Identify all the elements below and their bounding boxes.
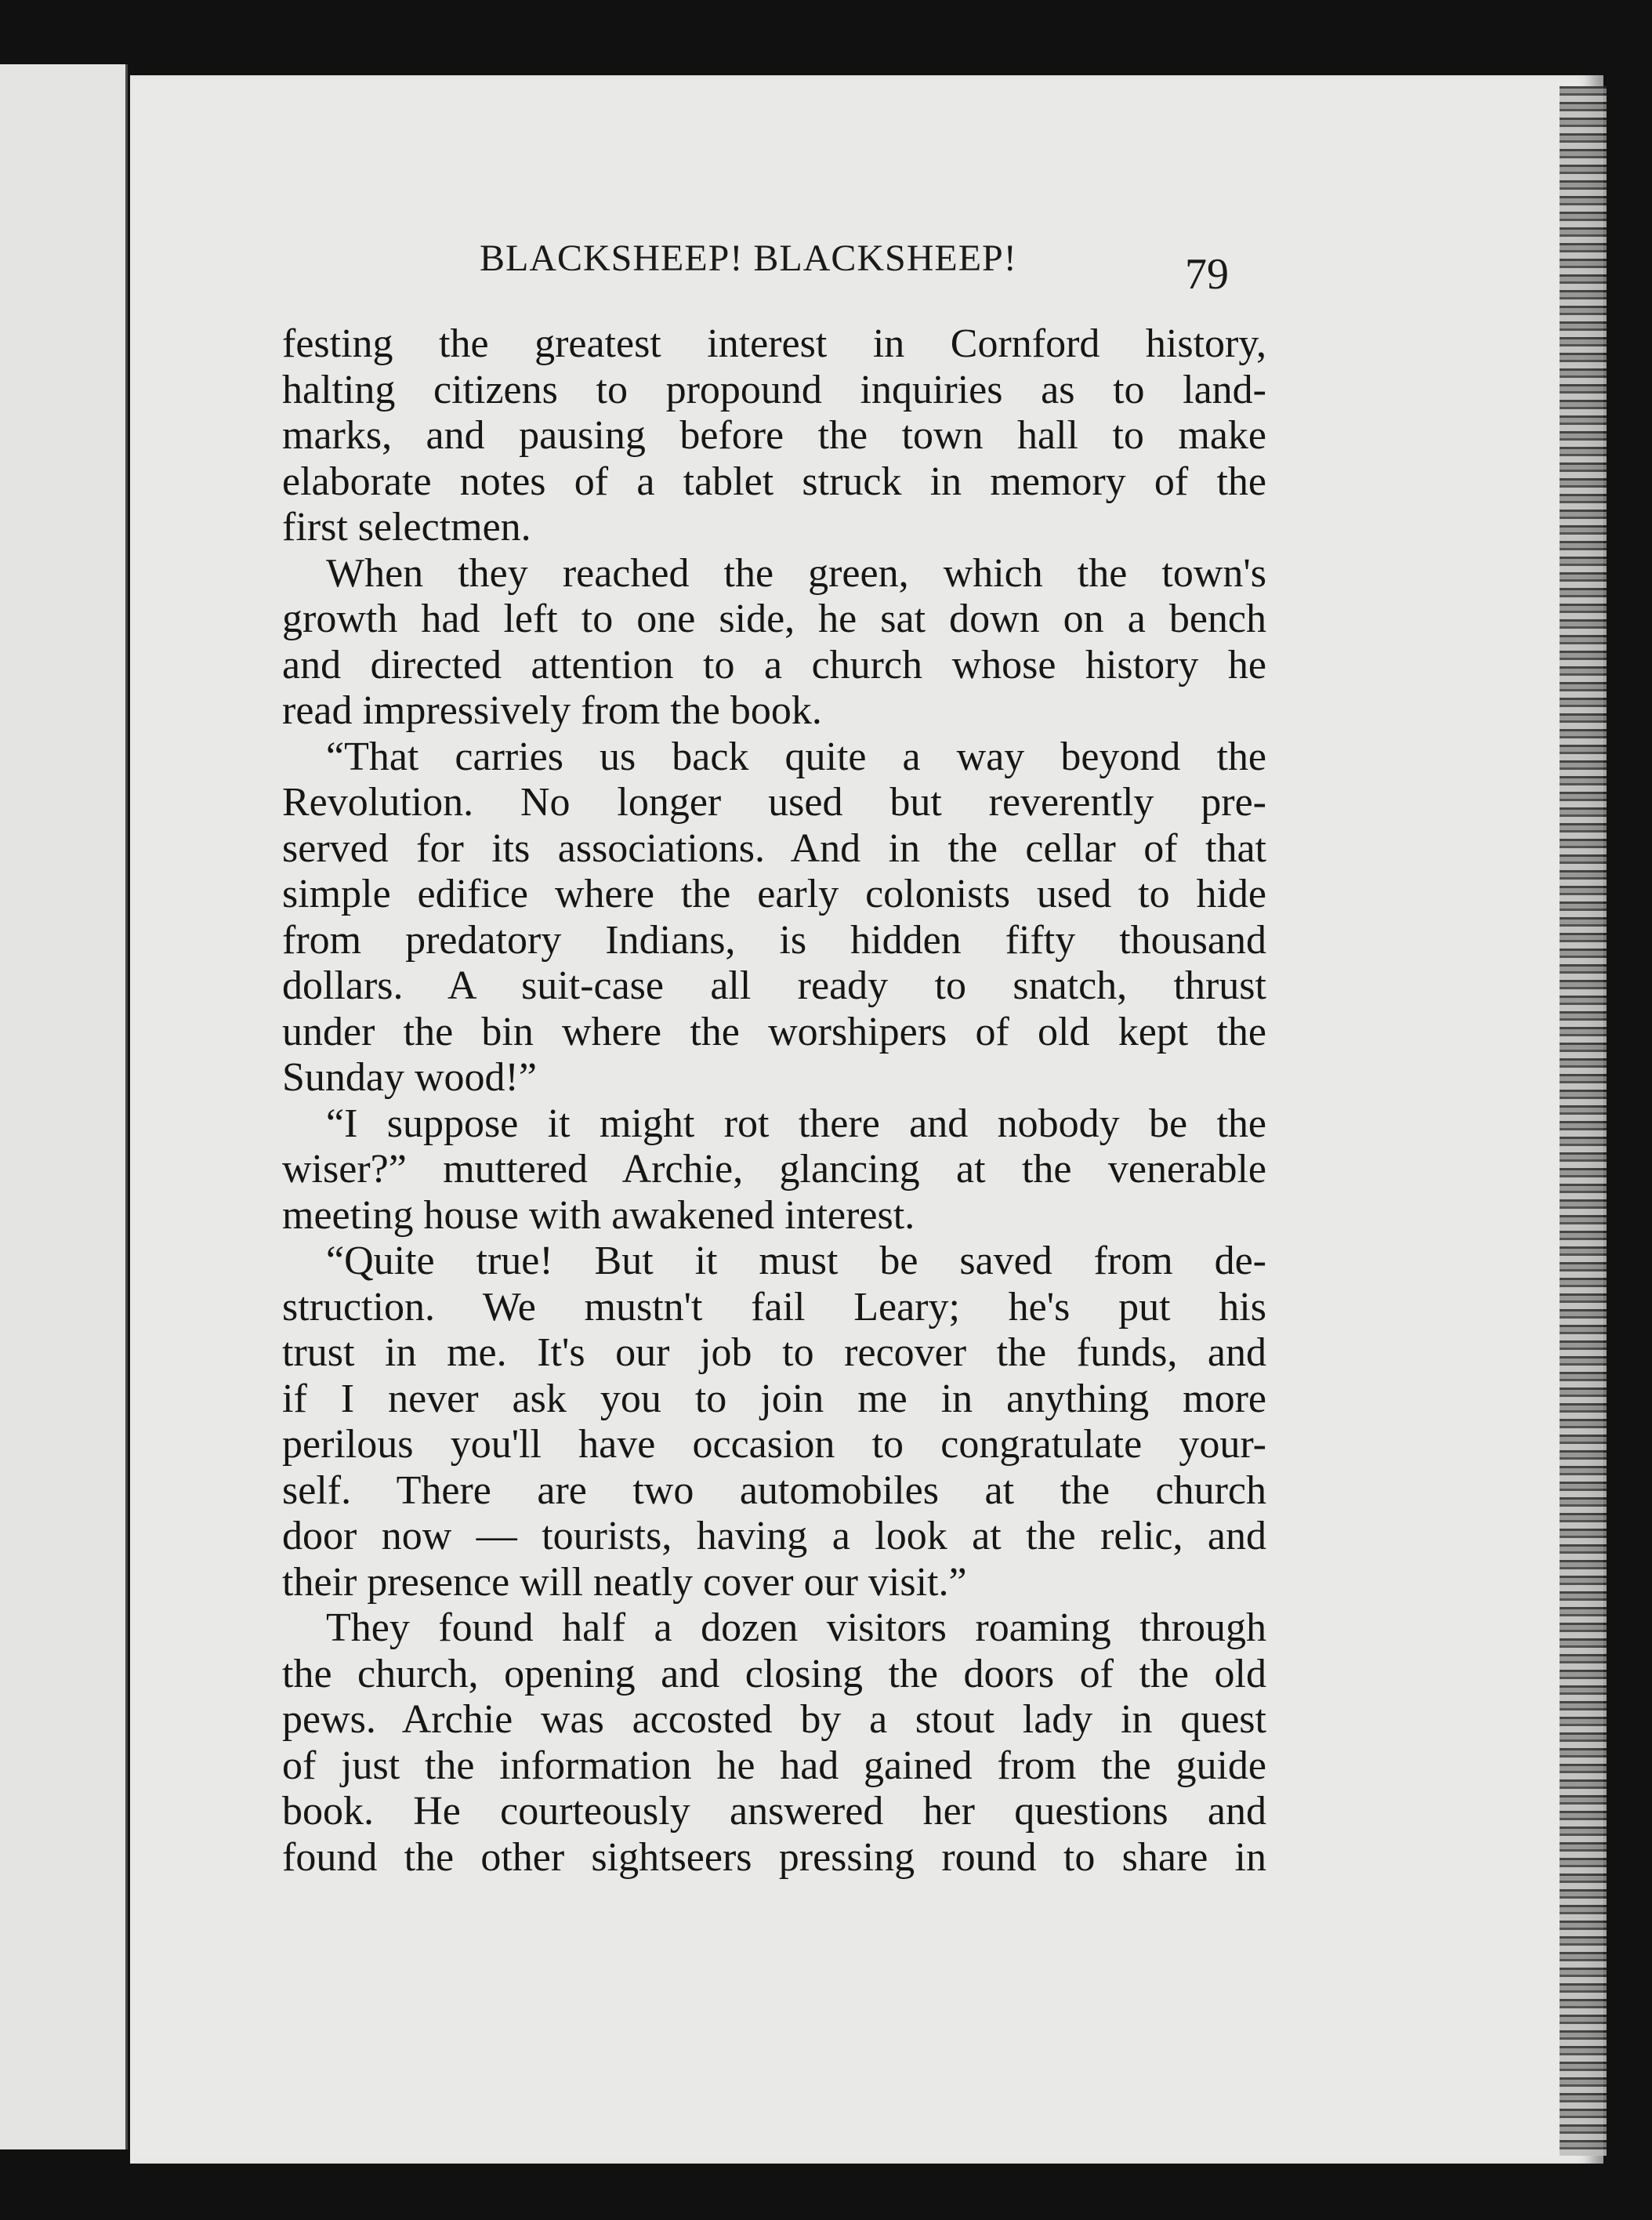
text-line: festing the greatest interest in Cornford history, [282,321,1266,366]
text-line: if I never ask you to join me in anything more [282,1376,1266,1421]
text-line: trust in me. It's our job to recover the funds, and [282,1330,1266,1375]
text-line: dollars. A suit-case all ready to snatch, thrust [282,963,1266,1008]
text-line: read impressively from the book. [282,688,822,733]
text-line: under the bin where the worshipers of old kept the [282,1009,1266,1054]
text-line: Revolution. No longer used but reverently pre- [282,780,1266,825]
text-line: struction. We mustn't fail Leary; he's put his [282,1284,1266,1329]
text-line: self. There are two automobiles at the church [282,1467,1266,1513]
text-line: of just the information he had gained from the guide [282,1743,1266,1788]
text-line: “I suppose it might rot there and nobody be the [326,1101,1266,1146]
facing-page-edge [0,64,128,2149]
text-line: simple edifice where the early colonists used to hide [282,872,1266,916]
text-line: “Quite true! But it must be saved from de- [326,1239,1266,1283]
text-line: their presence will neatly cover our visit.” [282,1559,967,1605]
text-line: elaborate notes of a tablet struck in memory of the [282,459,1266,504]
text-line: the church, opening and closing the doors of the old [282,1651,1266,1696]
page-block-edge [1560,86,1607,2156]
text-line: “That carries us back quite a way beyond the [326,734,1266,779]
text-line: found the other sightseers pressing round to share in [282,1834,1266,1880]
text-line: served for its associations. And in the cellar of that [282,825,1266,871]
text-line: and directed attention to a church whose history he [282,642,1266,687]
body-text [282,321,1266,1881]
text-line: halting citizens to propound inquiries as to land- [282,367,1266,412]
text-line: pews. Archie was accosted by a stout lady in quest [282,1697,1266,1742]
text-line: marks, and pausing before the town hall to make [282,413,1266,458]
text-line: They found half a dozen visitors roaming through [326,1605,1266,1650]
text-line: perilous you'll have occasion to congratulate your- [282,1422,1266,1467]
text-line: first selectmen. [282,505,531,550]
page-number: 79 [1185,250,1229,299]
text-line: Sunday wood!” [282,1055,537,1100]
text-line: book. He courteously answered her questions and [282,1789,1266,1834]
text-line: door now — tourists, having a look at the relic, and [282,1514,1266,1558]
text-line: meeting house with awakened interest. [282,1192,915,1238]
text-line: growth had left to one side, he sat down on a bench [282,597,1266,641]
text-line: wiser?” muttered Archie, glancing at the venerable [282,1147,1266,1192]
running-head: BLACKSHEEP! BLACKSHEEP! [480,238,1017,279]
text-line: When they reached the green, which the town's [326,550,1266,596]
text-line: from predatory Indians, is hidden fifty thousand [282,917,1266,963]
